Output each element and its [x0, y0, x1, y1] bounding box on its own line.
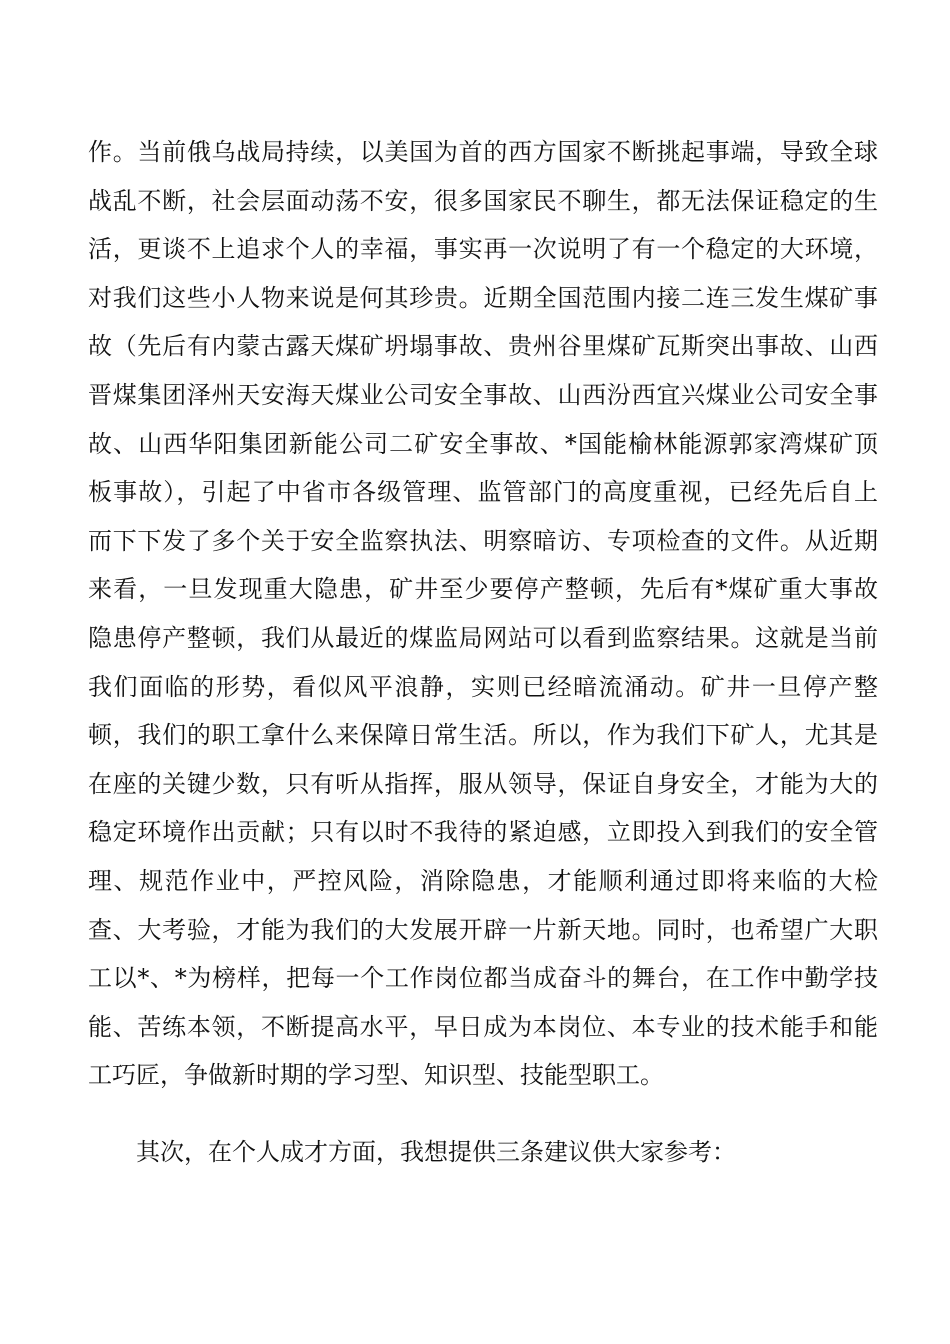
paragraph-line: 查、大考验，才能为我们的大发展开辟一片新天地。同时，也希望广大职	[88, 915, 878, 944]
paragraph-1	[88, 128, 878, 1100]
paragraph-line: 在座的关键少数，只有听从指挥，服从领导，保证自身安全，才能为大的	[88, 769, 878, 798]
paragraph-line: 能、苦练本领，不断提高水平，早日成为本岗位、本专业的技术能手和能	[88, 1012, 878, 1041]
paragraph-line: 活，更谈不上追求个人的幸福，事实再一次说明了有一个稳定的大环境，	[88, 235, 878, 264]
paragraph-line: 而下下发了多个关于安全监察执法、明察暗访、专项检查的文件。从近期	[88, 526, 878, 555]
paragraph-line: 战乱不断，社会层面动荡不安，很多国家民不聊生，都无法保证稳定的生	[88, 186, 878, 215]
paragraph-2: 其次，在个人成才方面，我想提供三条建议供大家参考：	[136, 1138, 736, 1166]
paragraph-line: 来看，一旦发现重大隐患，矿井至少要停产整顿，先后有*煤矿重大事故	[88, 575, 878, 604]
paragraph-line: 工巧匠，争做新时期的学习型、知识型、技能型职工。	[88, 1061, 664, 1090]
paragraph-line: 工以*、*为榜样，把每一个工作岗位都当成奋斗的舞台，在工作中勤学技	[88, 964, 878, 993]
paragraph-line: 顿，我们的职工拿什么来保障日常生活。所以，作为我们下矿人，尤其是	[88, 721, 878, 750]
paragraph-line: 故（先后有内蒙古露天煤矿坍塌事故、贵州谷里煤矿瓦斯突出事故、山西	[88, 332, 878, 361]
paragraph-line: 对我们这些小人物来说是何其珍贵。近期全国范围内接二连三发生煤矿事	[88, 283, 878, 312]
paragraph-line: 作。当前俄乌战局持续，以美国为首的西方国家不断挑起事端，导致全球	[88, 138, 878, 166]
paragraph-line: 稳定环境作出贡献；只有以时不我待的紧迫感，立即投入到我们的安全管	[88, 818, 878, 847]
paragraph-line: 隐患停产整顿，我们从最近的煤监局网站可以看到监察结果。这就是当前	[88, 623, 878, 652]
paragraph-line: 理、规范作业中，严控风险，消除隐患，才能顺利通过即将来临的大检	[88, 866, 878, 895]
paragraph-line: 晋煤集团泽州天安海天煤业公司安全事故、山西汾西宜兴煤业公司安全事	[88, 380, 878, 409]
paragraph-line: 板事故），引起了中省市各级管理、监管部门的高度重视，已经先后自上	[88, 478, 878, 507]
paragraph-line: 故、山西华阳集团新能公司二矿安全事故、*国能榆林能源郭家湾煤矿顶	[88, 429, 878, 458]
paragraph-line: 我们面临的形势，看似风平浪静，实则已经暗流涌动。矿井一旦停产整	[88, 672, 878, 701]
